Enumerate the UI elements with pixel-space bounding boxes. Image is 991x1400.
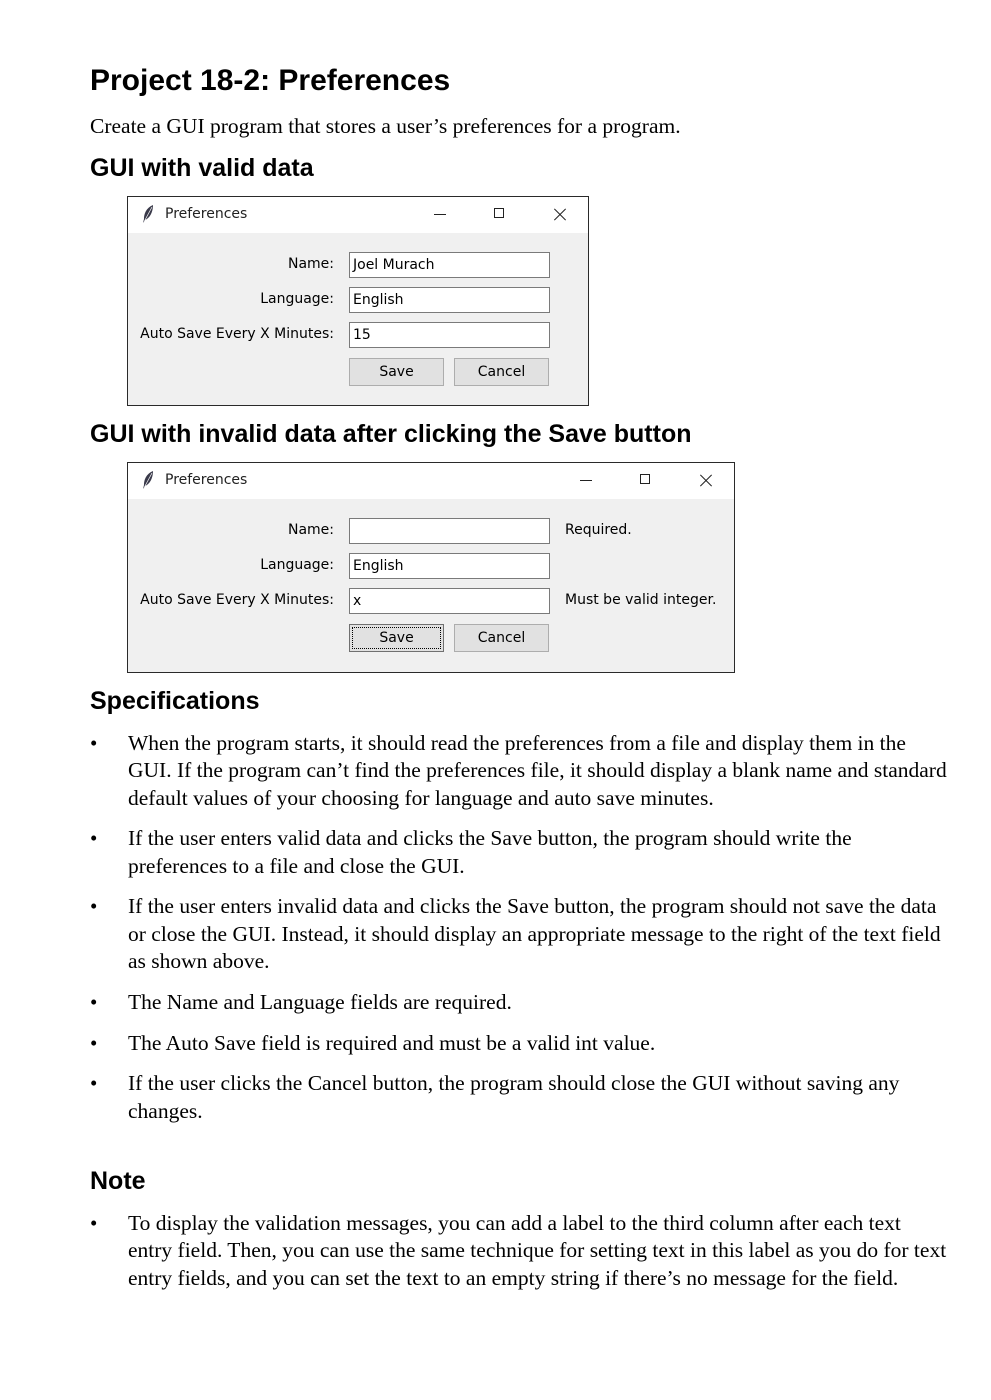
- language-label-cell: [128, 557, 334, 577]
- name-label-cell: [128, 522, 334, 542]
- language-input[interactable]: English: [349, 553, 550, 579]
- name-input[interactable]: [349, 518, 550, 544]
- name-input[interactable]: Joel Murach: [349, 252, 550, 278]
- save-button[interactable]: Save: [349, 624, 444, 652]
- autosave-label: Auto Save Every X Minutes:: [140, 326, 334, 342]
- preferences-window-valid: [127, 196, 589, 406]
- language-label: Language:: [260, 557, 334, 573]
- section-heading-valid: GUI with valid data: [90, 154, 314, 182]
- list-item: • If the user enters invalid data and clicks the Save button, the program should not save the data or close the GUI. Instead, it should display an appropriate message to the right of the text field as shown above.: [90, 893, 950, 975]
- autosave-input[interactable]: x: [349, 588, 550, 614]
- intro-paragraph: Create a GUI program that stores a user’s preferences for a program.: [90, 114, 681, 138]
- window-title: Preferences: [165, 206, 248, 222]
- window-titlebar: [128, 197, 588, 233]
- language-input[interactable]: English: [349, 287, 550, 313]
- tk-feather-icon: [141, 204, 155, 224]
- language-label-cell: [128, 291, 334, 311]
- specifications-list: [90, 730, 950, 1139]
- autosave-label: Auto Save Every X Minutes:: [140, 592, 334, 608]
- preferences-window-invalid: [127, 462, 735, 673]
- minimize-icon[interactable]: [560, 463, 614, 497]
- section-heading-invalid: GUI with invalid data after clicking the Save button: [90, 420, 692, 448]
- close-icon[interactable]: [532, 197, 586, 231]
- autosave-input[interactable]: 15: [349, 322, 550, 348]
- name-label: Name:: [287, 256, 334, 272]
- list-item: • If the user clicks the Cancel button, the program should close the GUI without saving any changes.: [90, 1070, 950, 1125]
- name-error-message: Required.: [565, 522, 632, 538]
- list-item: • The Auto Save field is required and must be a valid int value.: [90, 1030, 950, 1057]
- note-heading: Note: [90, 1167, 146, 1195]
- tk-feather-icon: [141, 470, 155, 490]
- save-button[interactable]: Save: [349, 358, 444, 386]
- autosave-error-message: Must be valid integer.: [565, 592, 717, 608]
- name-label: Name:: [287, 522, 334, 538]
- autosave-label-cell: [128, 592, 334, 612]
- window-title: Preferences: [165, 472, 248, 488]
- specifications-heading: Specifications: [90, 687, 260, 715]
- list-item: • The Name and Language fields are required.: [90, 989, 950, 1016]
- close-icon[interactable]: [678, 463, 732, 497]
- maximize-icon[interactable]: [473, 197, 527, 231]
- minimize-icon[interactable]: [414, 197, 468, 231]
- window-titlebar: [128, 463, 734, 499]
- cancel-button[interactable]: Cancel: [454, 358, 549, 386]
- language-label: Language:: [260, 291, 334, 307]
- name-label-cell: [128, 256, 334, 276]
- cancel-button[interactable]: Cancel: [454, 624, 549, 652]
- list-item: • When the program starts, it should read the preferences from a file and display them in the GUI. If the program can’t find the preferences file, it should display a blank name and standard default values of your choosing for language and auto save minutes.: [90, 730, 950, 812]
- page-title: Project 18-2: Preferences: [90, 64, 451, 97]
- autosave-label-cell: [128, 326, 334, 346]
- list-item: • To display the validation messages, you can add a label to the third column after each text entry field. Then, you can use the same technique for setting text in this label as you do for text entry fields, and you can set the text to an empty string if there’s no message for the field.: [90, 1210, 950, 1292]
- notes-list: [90, 1210, 950, 1305]
- maximize-icon[interactable]: [619, 463, 673, 497]
- list-item: • If the user enters valid data and clicks the Save button, the program should write the preferences to a file and close the GUI.: [90, 825, 950, 880]
